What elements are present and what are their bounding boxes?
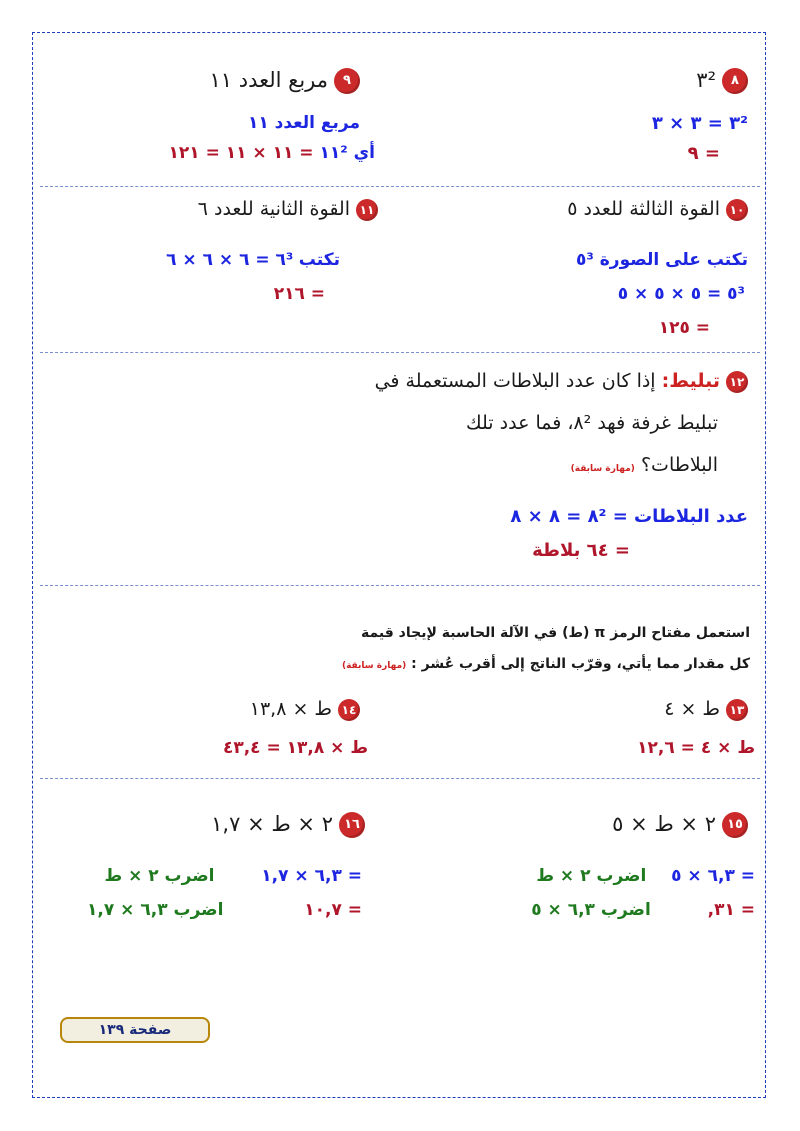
problem-8-title: ٣² bbox=[696, 68, 716, 92]
problem-9-title: مربع العدد ١١ bbox=[209, 68, 328, 92]
problem-12-answer1: عدد البلاطات = ٨² = ٨ × ٨ bbox=[510, 506, 748, 527]
problem-11-title: القوة الثانية للعدد ٦ bbox=[197, 198, 350, 220]
problem-number-badge: ١١ bbox=[356, 199, 378, 221]
problem-10-title: القوة الثالثة للعدد ٥ bbox=[567, 198, 720, 220]
problem-10-line2: ٥³ = ٥ × ٥ × ٥ bbox=[617, 284, 745, 304]
problem-13-header bbox=[650, 698, 748, 721]
problem-16-step2-result: = ١٠,٧ bbox=[304, 900, 362, 920]
problem-15-title: ٢ × ط × ٥ bbox=[612, 812, 716, 836]
problem-number-badge: ١٢ bbox=[726, 371, 748, 393]
problem-number-badge: ٩ bbox=[334, 68, 360, 94]
instructions-line1: استعمل مفتاح الرمز π (ط) في الآلة الحاسبة لإيجاد قيمة bbox=[361, 625, 750, 641]
instructions-line2 bbox=[295, 656, 750, 672]
instructions-note: (مهارة سابقة) bbox=[341, 661, 407, 671]
instructions-text: كل مقدار مما يأتي، وقرّب الناتج إلى أقرب عُشر : bbox=[411, 656, 750, 672]
separator bbox=[40, 352, 760, 353]
problem-9-line1: مربع العدد ١١ bbox=[247, 113, 360, 133]
problem-16-title: ٢ × ط × ١,٧ bbox=[211, 812, 333, 836]
problem-number-badge: ١٥ bbox=[722, 812, 748, 838]
problem-number-badge: ١٤ bbox=[338, 699, 360, 721]
problem-8-line1: ٣² = ٣ × ٣ bbox=[651, 113, 748, 134]
separator bbox=[40, 778, 760, 779]
problem-12-line1 bbox=[320, 370, 748, 393]
problem-16-step1-hint: اضرب ٢ × ط bbox=[104, 866, 215, 886]
problem-14-header bbox=[200, 698, 360, 721]
problem-12-text2: تبليط غرفة فهد ٨²، فما عدد تلك bbox=[466, 412, 718, 434]
problem-9-header bbox=[180, 68, 360, 94]
problem-15-step2 bbox=[470, 900, 755, 920]
problem-9-line2 bbox=[95, 143, 375, 163]
problem-14-answer: ط × ١٣,٨ = ٤٣,٤ bbox=[222, 738, 368, 758]
problem-16-step2-hint: اضرب ٦,٣ × ١,٧ bbox=[87, 900, 224, 920]
problem-12-text1: إذا كان عدد البلاطات المستعملة في bbox=[374, 370, 656, 392]
page-number: ١٣٩ bbox=[98, 1022, 125, 1038]
problem-15-header bbox=[590, 812, 748, 838]
separator bbox=[40, 585, 760, 586]
problem-12-note: (مهارة سابقة) bbox=[570, 464, 635, 474]
problem-15-step2-hint: اضرب ٦,٣ × ٥ bbox=[531, 900, 651, 920]
problem-10-header bbox=[530, 198, 748, 221]
problem-number-badge: ١٦ bbox=[339, 812, 365, 838]
page-frame bbox=[32, 32, 766, 1098]
problem-10-line3: = ١٢٥ bbox=[658, 318, 710, 338]
page-label: صفحة bbox=[129, 1022, 172, 1038]
problem-15-step1 bbox=[470, 866, 755, 886]
problem-15-step2-result: = ٣١, bbox=[707, 900, 755, 920]
problem-15-step1-hint: اضرب ٢ × ط bbox=[536, 866, 647, 886]
problem-number-badge: ١٠ bbox=[726, 199, 748, 221]
problem-11-line1 bbox=[130, 250, 340, 270]
problem-9-result: = ١١ × ١١ = ١٢١ bbox=[168, 143, 314, 163]
problem-16-step1 bbox=[42, 866, 362, 886]
problem-16-step2 bbox=[42, 900, 362, 920]
problem-16-step1-result: = ٦,٣ × ١,٧ bbox=[261, 866, 362, 886]
problem-15-step1-result: = ٦,٣ × ٥ bbox=[671, 866, 755, 886]
problem-12-text3: البلاطات؟ bbox=[640, 454, 718, 476]
problem-10-line1: تكتب على الصورة ٥³ bbox=[576, 250, 748, 270]
problem-8-line2: = ٩ bbox=[687, 143, 720, 164]
problem-12-answer2: = ٦٤ بلاطة bbox=[532, 540, 630, 561]
problem-11-line2: = ٢١٦ bbox=[273, 284, 325, 304]
problem-13-answer: ط × ٤ = ١٢,٦ bbox=[637, 738, 755, 758]
problem-9-prefix: أي ١١² bbox=[319, 143, 375, 163]
problem-11-expression: ٦³ = ٦ × ٦ × ٦ bbox=[166, 250, 294, 270]
problem-number-badge: ٨ bbox=[722, 68, 748, 94]
problem-14-title: ط × ١٣,٨ bbox=[249, 698, 332, 720]
separator bbox=[40, 186, 760, 187]
problem-16-header bbox=[140, 812, 365, 838]
problem-12-line3 bbox=[440, 454, 718, 476]
page-number-badge bbox=[60, 1017, 210, 1043]
problem-8-header bbox=[620, 68, 748, 94]
problem-12-label: تبليط: bbox=[661, 370, 720, 392]
problem-number-badge: ١٣ bbox=[726, 699, 748, 721]
problem-11-label: تكتب bbox=[298, 250, 340, 270]
problem-11-header bbox=[150, 198, 378, 221]
problem-13-title: ط × ٤ bbox=[664, 698, 720, 720]
